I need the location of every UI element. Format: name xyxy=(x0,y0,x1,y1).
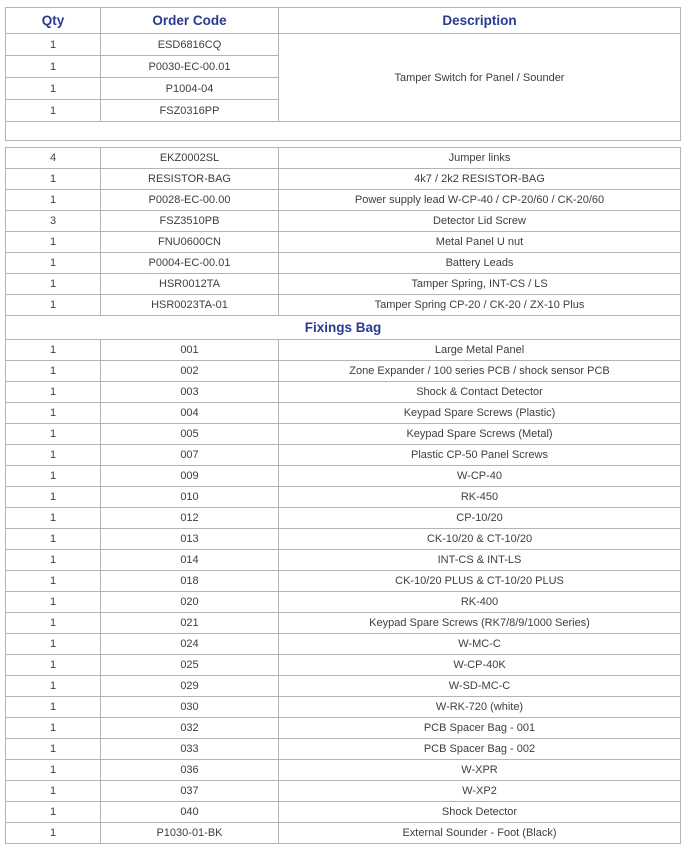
qty-cell: 1 xyxy=(6,781,101,802)
table-row xyxy=(6,529,681,550)
table-row xyxy=(6,613,681,634)
order-code-cell: 036 xyxy=(101,760,279,781)
description-cell: Battery Leads xyxy=(279,253,681,274)
order-code-cell: P0004-EC-00.01 xyxy=(101,253,279,274)
table-header-row xyxy=(6,8,681,34)
table-row xyxy=(6,190,681,211)
order-code-cell: 021 xyxy=(101,613,279,634)
order-code-cell: 012 xyxy=(101,508,279,529)
table-row xyxy=(6,169,681,190)
qty-cell: 1 xyxy=(6,718,101,739)
tamper-switch-table xyxy=(5,7,681,141)
qty-cell: 1 xyxy=(6,253,101,274)
order-code-cell: 003 xyxy=(101,382,279,403)
order-code-cell: FNU0600CN xyxy=(101,232,279,253)
description-cell: External Sounder - Foot (Black) xyxy=(279,823,681,844)
table-row xyxy=(6,424,681,445)
qty-cell: 1 xyxy=(6,274,101,295)
table-row xyxy=(6,487,681,508)
description-cell: W-CP-40 xyxy=(279,466,681,487)
table-row xyxy=(6,781,681,802)
qty-cell: 1 xyxy=(6,295,101,316)
table-row xyxy=(6,34,681,56)
qty-cell: 1 xyxy=(6,403,101,424)
table-row xyxy=(6,445,681,466)
description-cell: Tamper Spring CP-20 / CK-20 / ZX-10 Plus xyxy=(279,295,681,316)
qty-cell: 1 xyxy=(6,802,101,823)
table-row xyxy=(6,823,681,844)
description-cell: 4k7 / 2k2 RESISTOR-BAG xyxy=(279,169,681,190)
order-code-cell: 040 xyxy=(101,802,279,823)
order-code-cell: P1004-04 xyxy=(101,78,279,100)
order-code-cell: 005 xyxy=(101,424,279,445)
description-cell: Keypad Spare Screws (Plastic) xyxy=(279,403,681,424)
order-code-cell: 004 xyxy=(101,403,279,424)
qty-cell: 1 xyxy=(6,760,101,781)
table-row xyxy=(6,655,681,676)
order-code-cell: HSR0023TA-01 xyxy=(101,295,279,316)
merged-description-cell: Tamper Switch for Panel / Sounder xyxy=(279,34,681,122)
table-row xyxy=(6,676,681,697)
qty-cell: 1 xyxy=(6,78,101,100)
order-code-cell: P0030-EC-00.01 xyxy=(101,56,279,78)
description-cell: CK-10/20 PLUS & CT-10/20 PLUS xyxy=(279,571,681,592)
description-column-header: Description xyxy=(279,8,681,34)
order-code-cell: 020 xyxy=(101,592,279,613)
qty-cell: 4 xyxy=(6,148,101,169)
order-code-cell: ESD6816CQ xyxy=(101,34,279,56)
order-code-cell: HSR0012TA xyxy=(101,274,279,295)
qty-cell: 3 xyxy=(6,211,101,232)
qty-cell: 1 xyxy=(6,592,101,613)
description-cell: Large Metal Panel xyxy=(279,340,681,361)
order-code-cell: 018 xyxy=(101,571,279,592)
table-row xyxy=(6,508,681,529)
table-row xyxy=(6,340,681,361)
description-cell: CP-10/20 xyxy=(279,508,681,529)
fixings-bag-section-title: Fixings Bag xyxy=(6,316,681,340)
description-cell: Plastic CP-50 Panel Screws xyxy=(279,445,681,466)
qty-column-header: Qty xyxy=(6,8,101,34)
order-code-cell: 002 xyxy=(101,361,279,382)
order-code-cell: 033 xyxy=(101,739,279,760)
description-cell: W-RK-720 (white) xyxy=(279,697,681,718)
qty-cell: 1 xyxy=(6,169,101,190)
qty-cell: 1 xyxy=(6,634,101,655)
table-row xyxy=(6,571,681,592)
qty-cell: 1 xyxy=(6,445,101,466)
order-code-cell: 014 xyxy=(101,550,279,571)
order-code-cell: RESISTOR-BAG xyxy=(101,169,279,190)
fixings-bag-section-row xyxy=(6,316,681,340)
description-cell: Detector Lid Screw xyxy=(279,211,681,232)
table-row xyxy=(6,466,681,487)
table-row xyxy=(6,232,681,253)
description-cell: W-XPR xyxy=(279,760,681,781)
description-cell: PCB Spacer Bag - 002 xyxy=(279,739,681,760)
order-code-cell: 009 xyxy=(101,466,279,487)
qty-cell: 1 xyxy=(6,382,101,403)
order-code-cell: 037 xyxy=(101,781,279,802)
description-cell: RK-400 xyxy=(279,592,681,613)
table-row xyxy=(6,211,681,232)
table-row xyxy=(6,760,681,781)
qty-cell: 1 xyxy=(6,508,101,529)
table-row xyxy=(6,403,681,424)
order-code-cell: FSZ3510PB xyxy=(101,211,279,232)
description-cell: Shock Detector xyxy=(279,802,681,823)
fixings-table xyxy=(5,147,681,844)
order-code-cell: 032 xyxy=(101,718,279,739)
qty-cell: 1 xyxy=(6,613,101,634)
qty-cell: 1 xyxy=(6,697,101,718)
description-cell: CK-10/20 & CT-10/20 xyxy=(279,529,681,550)
qty-cell: 1 xyxy=(6,190,101,211)
qty-cell: 1 xyxy=(6,655,101,676)
empty-row xyxy=(6,122,681,141)
order-code-cell: P1030-01-BK xyxy=(101,823,279,844)
qty-cell: 1 xyxy=(6,34,101,56)
description-cell: Jumper links xyxy=(279,148,681,169)
order-code-cell: P0028-EC-00.00 xyxy=(101,190,279,211)
order-code-cell: 030 xyxy=(101,697,279,718)
qty-cell: 1 xyxy=(6,340,101,361)
description-cell: Power supply lead W-CP-40 / CP-20/60 / CK-20/60 xyxy=(279,190,681,211)
table-row xyxy=(6,361,681,382)
qty-cell: 1 xyxy=(6,676,101,697)
qty-cell: 1 xyxy=(6,466,101,487)
qty-cell: 1 xyxy=(6,361,101,382)
description-cell: W-MC-C xyxy=(279,634,681,655)
description-cell: RK-450 xyxy=(279,487,681,508)
table-row xyxy=(6,697,681,718)
order-code-cell: 029 xyxy=(101,676,279,697)
table-row xyxy=(6,295,681,316)
qty-cell: 1 xyxy=(6,550,101,571)
qty-cell: 1 xyxy=(6,823,101,844)
table-row xyxy=(6,634,681,655)
table-row xyxy=(6,802,681,823)
qty-cell: 1 xyxy=(6,529,101,550)
description-cell: Keypad Spare Screws (Metal) xyxy=(279,424,681,445)
description-cell: Tamper Spring, INT-CS / LS xyxy=(279,274,681,295)
order-code-cell: 013 xyxy=(101,529,279,550)
description-cell: W-CP-40K xyxy=(279,655,681,676)
qty-cell: 1 xyxy=(6,100,101,122)
description-cell: W-XP2 xyxy=(279,781,681,802)
tamper-table-body xyxy=(6,34,681,141)
qty-cell: 1 xyxy=(6,232,101,253)
description-cell: Metal Panel U nut xyxy=(279,232,681,253)
description-cell: Shock & Contact Detector xyxy=(279,382,681,403)
table-row xyxy=(6,718,681,739)
qty-cell: 1 xyxy=(6,487,101,508)
order-code-cell: 007 xyxy=(101,445,279,466)
description-cell: Zone Expander / 100 series PCB / shock sensor PCB xyxy=(279,361,681,382)
description-cell: W-SD-MC-C xyxy=(279,676,681,697)
order-code-cell: 024 xyxy=(101,634,279,655)
qty-cell: 1 xyxy=(6,56,101,78)
qty-cell: 1 xyxy=(6,739,101,760)
description-cell: Keypad Spare Screws (RK7/8/9/1000 Series) xyxy=(279,613,681,634)
table-row xyxy=(6,550,681,571)
fixings-table-body xyxy=(6,148,681,844)
description-cell: INT-CS & INT-LS xyxy=(279,550,681,571)
table-row xyxy=(6,274,681,295)
order-code-cell: 025 xyxy=(101,655,279,676)
table-row xyxy=(6,592,681,613)
order-code-cell: 001 xyxy=(101,340,279,361)
table-row xyxy=(6,382,681,403)
empty-cell xyxy=(6,122,681,141)
table-row xyxy=(6,148,681,169)
qty-cell: 1 xyxy=(6,571,101,592)
table-row xyxy=(6,739,681,760)
qty-cell: 1 xyxy=(6,424,101,445)
order-code-cell: 010 xyxy=(101,487,279,508)
table-row xyxy=(6,253,681,274)
order-code-column-header: Order Code xyxy=(101,8,279,34)
description-cell: PCB Spacer Bag - 001 xyxy=(279,718,681,739)
order-code-cell: FSZ0316PP xyxy=(101,100,279,122)
order-code-cell: EKZ0002SL xyxy=(101,148,279,169)
